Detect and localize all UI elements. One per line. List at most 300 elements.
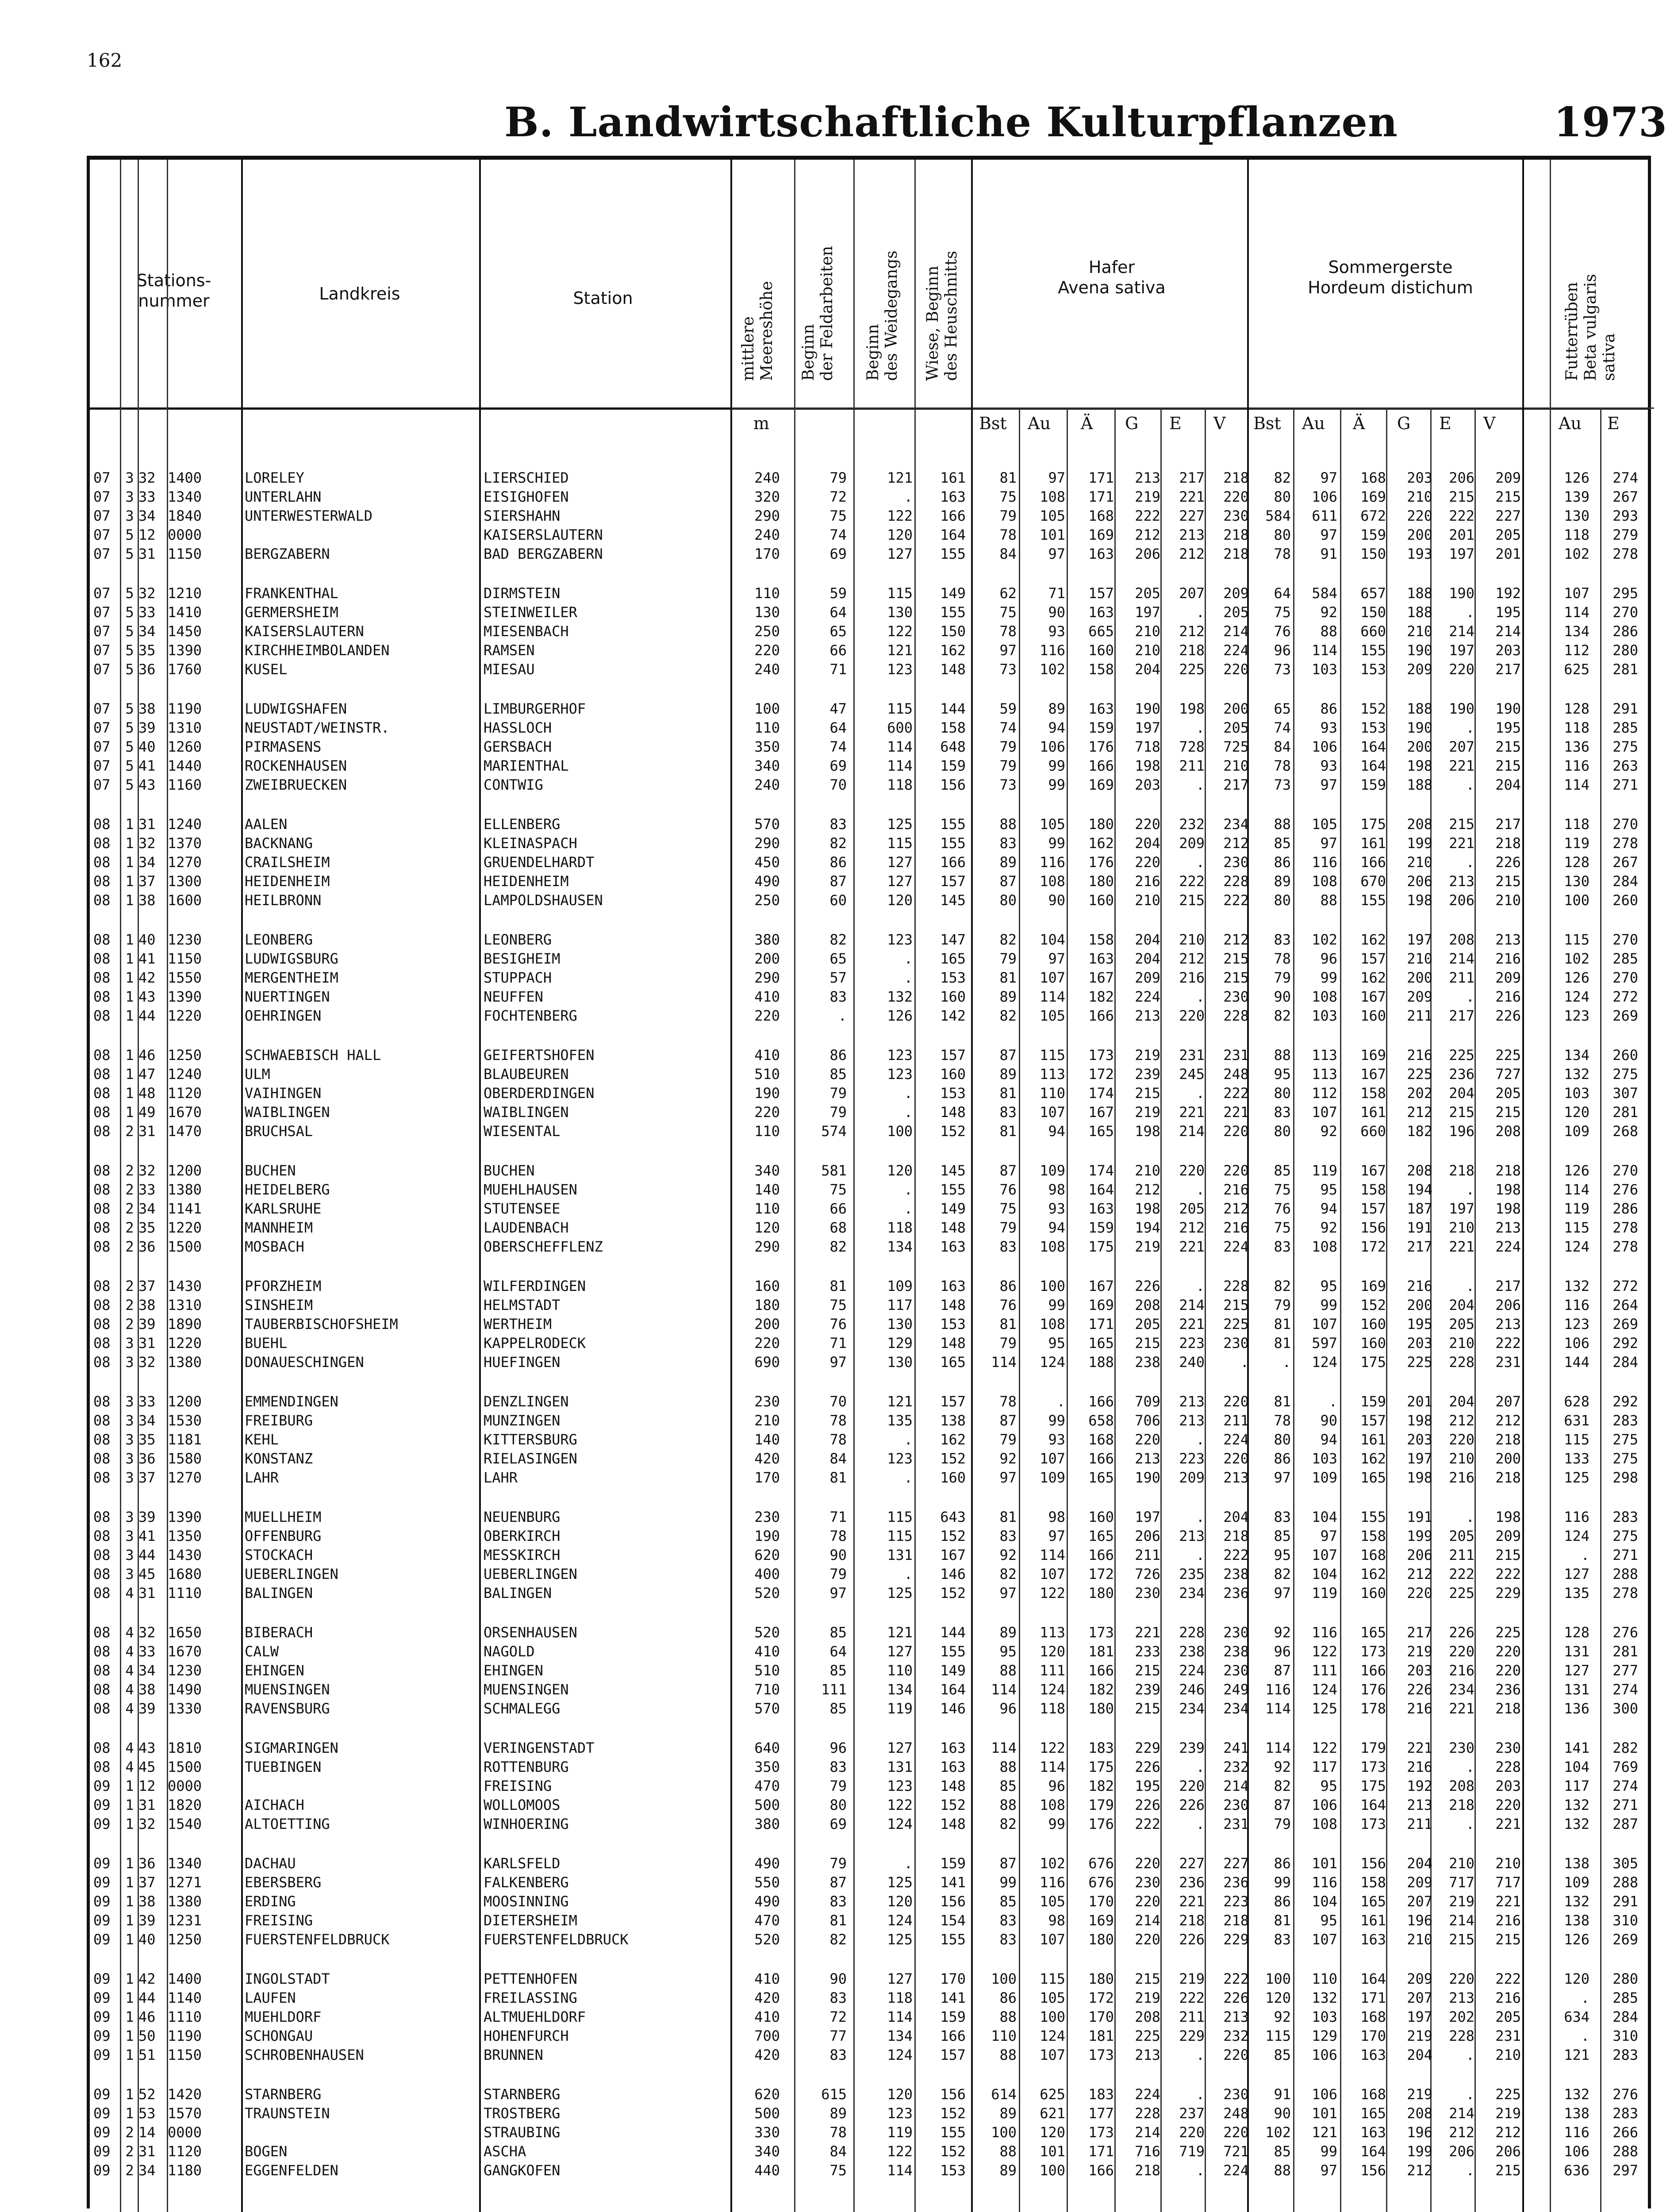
table-cell: 108	[1040, 873, 1065, 890]
table-cell: .	[1466, 719, 1474, 736]
table-cell: STOCKACH	[245, 1547, 313, 1563]
table-cell: .	[1196, 1759, 1205, 1775]
table-cell: 74	[999, 719, 1017, 736]
table-cell: 159	[1088, 1219, 1114, 1236]
table-cell: MUEHLDORF	[245, 2008, 322, 2025]
table-cell: UEBERLINGEN	[484, 1566, 577, 1582]
table-cell: 214	[1135, 2124, 1160, 2141]
table-cell: 114	[1312, 642, 1337, 659]
table-cell: 75	[829, 1297, 847, 1313]
table-cell: 33	[138, 1181, 156, 1198]
table-cell: 78	[829, 1412, 847, 1429]
table-cell: 275	[1613, 1528, 1638, 1544]
table-cell: 80	[1274, 526, 1291, 543]
table-cell: .	[1196, 988, 1205, 1005]
table-cell: 410	[754, 1970, 780, 1987]
table-cell: 210	[1495, 892, 1521, 909]
table-cell: 100	[991, 2124, 1017, 2141]
table-cell: 42	[138, 1970, 156, 1987]
table-cell: 88	[1274, 2162, 1291, 2179]
table-cell: 1230	[168, 1662, 202, 1679]
table-cell: .	[904, 1104, 913, 1121]
table-cell: 75	[1274, 604, 1291, 621]
table-cell: 197	[1407, 931, 1432, 948]
table-cell: 230	[1449, 1740, 1474, 1756]
table-cell: 1	[125, 1816, 134, 1832]
table-cell: 212	[1223, 1200, 1249, 1217]
table-cell: 2	[125, 2143, 134, 2160]
data-table	[87, 156, 1651, 2208]
table-cell: .	[838, 1007, 847, 1024]
table-cell: 1240	[168, 1066, 202, 1083]
table-cell: 450	[754, 854, 780, 871]
table-row	[90, 1047, 1648, 1065]
table-cell: 234	[1223, 816, 1249, 833]
table-cell: 5	[125, 700, 134, 717]
table-cell: 89	[1048, 700, 1065, 717]
table-cell: .	[1466, 1816, 1474, 1832]
table-cell: 193	[1407, 545, 1432, 562]
table-cell: 95	[1048, 1335, 1065, 1352]
table-cell: 250	[754, 892, 780, 909]
table-cell: INGOLSTADT	[245, 1970, 330, 1987]
table-row	[90, 1816, 1648, 1834]
table-cell: 204	[1449, 1297, 1474, 1313]
table-cell: 203	[1407, 1431, 1432, 1448]
table-cell: 287	[1613, 1816, 1638, 1832]
table-cell: 203	[1407, 469, 1432, 486]
table-cell: 206	[1407, 1547, 1432, 1563]
table-cell: 188	[1407, 604, 1432, 621]
table-cell: 124	[1040, 1681, 1065, 1698]
table-cell: 236	[1179, 1874, 1205, 1891]
table-row	[90, 1912, 1648, 1931]
table-cell: 215	[1179, 892, 1205, 909]
sub-header: Bst	[1253, 414, 1281, 433]
table-cell: 107	[1040, 2047, 1065, 2063]
table-cell: 122	[1312, 1740, 1337, 1756]
table-cell: 1141	[168, 1200, 202, 1217]
table-cell: 213	[1223, 2008, 1249, 2025]
table-cell: 281	[1613, 1643, 1638, 1660]
table-cell: 81	[1274, 1393, 1291, 1410]
table-cell: 209	[1495, 1528, 1521, 1544]
table-cell: 278	[1613, 1219, 1638, 1236]
table-cell: 0000	[168, 526, 202, 543]
table-cell: 163	[1088, 700, 1114, 717]
table-cell: LAHR	[484, 1469, 518, 1486]
table-row	[90, 1297, 1648, 1315]
table-cell: 220	[1135, 854, 1160, 871]
table-cell: 229	[1179, 2028, 1205, 2044]
table-cell: 225	[1495, 1624, 1521, 1641]
table-cell: 271	[1613, 1547, 1638, 1563]
table-cell: 08	[93, 1759, 111, 1775]
table-cell: 167	[940, 1547, 966, 1563]
table-cell: 09	[93, 2028, 111, 2044]
table-cell: 165	[1360, 1893, 1386, 1910]
table-cell: 1420	[168, 2086, 202, 2103]
table-cell: 105	[1040, 1989, 1065, 2006]
table-cell: 31	[138, 1797, 156, 1813]
table-cell: 213	[1495, 1219, 1521, 1236]
table-cell: 200	[754, 950, 780, 967]
table-row	[90, 892, 1648, 910]
table-cell: 156	[940, 776, 966, 793]
table-cell: .	[904, 1181, 913, 1198]
table-cell: 123	[887, 931, 913, 948]
table-cell: 96	[1320, 950, 1337, 967]
table-cell: MUNZINGEN	[484, 1412, 561, 1429]
table-cell: 158	[1360, 1085, 1386, 1102]
table-cell: 116	[1040, 854, 1065, 871]
table-cell: 88	[1274, 1047, 1291, 1064]
table-cell: 83	[829, 816, 847, 833]
table-cell: 130	[887, 1316, 913, 1333]
table-cell: 121	[887, 1624, 913, 1641]
table-cell: 111	[1040, 1662, 1065, 1679]
table-cell: 07	[93, 661, 111, 678]
table-cell: 115	[887, 700, 913, 717]
table-cell: 1270	[168, 1469, 202, 1486]
table-cell: 183	[1088, 2086, 1114, 2103]
table-cell: 138	[1564, 1855, 1590, 1872]
table-cell: 217	[1407, 1238, 1432, 1255]
table-cell: 106	[1312, 2047, 1337, 2063]
table-cell: FALKENBERG	[484, 1874, 569, 1891]
table-cell: 209	[1407, 988, 1432, 1005]
table-row	[90, 1681, 1648, 1700]
table-cell: 215	[1449, 1931, 1474, 1948]
table-cell: 35	[138, 1431, 156, 1448]
table-cell: 89	[1274, 873, 1291, 890]
table-cell: 208	[1495, 1123, 1521, 1140]
table-cell: 131	[1564, 1681, 1590, 1698]
table-cell: 08	[93, 931, 111, 948]
table-cell: 210	[1449, 1219, 1474, 1236]
table-cell: 198	[1495, 1181, 1521, 1198]
table-cell: EBERSBERG	[245, 1874, 322, 1891]
table-cell: 192	[1495, 585, 1521, 602]
table-cell: .	[1466, 776, 1474, 793]
table-cell: 160	[1360, 1316, 1386, 1333]
header-stationsnummer: Stations- nummer	[136, 271, 211, 311]
table-cell: 95	[999, 1643, 1017, 1660]
table-cell: 224	[1223, 642, 1249, 659]
table-cell: OFFENBURG	[245, 1528, 322, 1544]
table-cell: 44	[138, 1547, 156, 1563]
table-cell: 81	[999, 1316, 1017, 1333]
table-cell: 188	[1407, 776, 1432, 793]
table-cell: 83	[1274, 1509, 1291, 1525]
table-cell: 97	[999, 1469, 1017, 1486]
table-cell: 625	[1040, 2086, 1065, 2103]
table-cell: KLEINASPACH	[484, 835, 577, 852]
table-cell: 227	[1179, 507, 1205, 524]
table-cell: LUDWIGSHAFEN	[245, 700, 347, 717]
table-cell: 124	[887, 2047, 913, 2063]
table-cell: 410	[754, 1047, 780, 1064]
table-cell: 220	[1495, 1662, 1521, 1679]
table-cell: 380	[754, 1816, 780, 1832]
table-cell: 71	[829, 1509, 847, 1525]
table-cell: 93	[1048, 623, 1065, 640]
table-row	[90, 1759, 1648, 1777]
table-cell: 122	[887, 1797, 913, 1813]
table-cell: 85	[1274, 1528, 1291, 1544]
table-cell: 100	[1040, 1278, 1065, 1294]
table-cell: 97	[1048, 950, 1065, 967]
table-cell: 719	[1179, 2143, 1205, 2160]
table-cell: 99	[1048, 835, 1065, 852]
table-cell: 119	[887, 2124, 913, 2141]
table-cell: 179	[1088, 1797, 1114, 1813]
table-cell: 112	[1312, 1085, 1337, 1102]
table-cell: 43	[138, 1740, 156, 1756]
table-cell: 200	[754, 1316, 780, 1333]
table-cell: 08	[93, 1123, 111, 1140]
table-cell: 1670	[168, 1104, 202, 1121]
table-cell: 1110	[168, 2008, 202, 2025]
table-cell: 34	[138, 623, 156, 640]
table-cell: 292	[1613, 1393, 1638, 1410]
table-cell: 148	[940, 661, 966, 678]
table-cell: 08	[93, 1047, 111, 1064]
table-cell: AALEN	[245, 816, 288, 833]
table-cell: 46	[138, 1047, 156, 1064]
header-gerste: Sommergerste Hordeum distichum	[1308, 257, 1473, 297]
table-cell: 97	[829, 1585, 847, 1601]
table-cell: 291	[1613, 1893, 1638, 1910]
table-cell: 172	[1360, 1238, 1386, 1255]
table-cell: 118	[1564, 719, 1590, 736]
table-cell: 120	[1564, 1104, 1590, 1121]
table-cell: 221	[1449, 757, 1474, 774]
table-cell: 236	[1449, 1066, 1474, 1083]
table-cell: 216	[1223, 1181, 1249, 1198]
table-cell: 200	[1407, 1297, 1432, 1313]
table-cell: 08	[93, 1297, 111, 1313]
table-row	[90, 1200, 1648, 1219]
table-cell: MARIENTHAL	[484, 757, 569, 774]
table-cell: 284	[1613, 2008, 1638, 2025]
table-cell: 85	[1274, 1162, 1291, 1179]
table-cell: 205	[1223, 604, 1249, 621]
table-cell: HOHENFURCH	[484, 2028, 569, 2044]
table-cell: 470	[754, 1778, 780, 1794]
table-cell: 0000	[168, 2124, 202, 2141]
table-cell: 163	[1360, 2047, 1386, 2063]
table-cell: 1250	[168, 1047, 202, 1064]
table-cell: 169	[1088, 776, 1114, 793]
table-cell: 84	[829, 2143, 847, 2160]
table-cell: 216	[1495, 1912, 1521, 1929]
table-cell: 32	[138, 1354, 156, 1371]
table-cell: 163	[1360, 2124, 1386, 2141]
table-cell: 83	[999, 1238, 1017, 1255]
table-cell: 214	[1495, 623, 1521, 640]
table-cell: MESSKIRCH	[484, 1547, 561, 1563]
table-cell: 204	[1223, 1509, 1249, 1525]
table-cell: 716	[1135, 2143, 1160, 2160]
table-row	[90, 507, 1648, 526]
table-cell: 182	[1088, 1681, 1114, 1698]
table-cell: 212	[1179, 623, 1205, 640]
table-cell: 305	[1613, 1855, 1638, 1872]
table-cell: 226	[1135, 1797, 1160, 1813]
table-cell: 190	[1407, 642, 1432, 659]
table-cell: 210	[1179, 931, 1205, 948]
table-cell: 114	[1040, 988, 1065, 1005]
table-cell: 127	[1564, 1662, 1590, 1679]
table-cell: 78	[1274, 757, 1291, 774]
table-cell: 225	[1407, 1066, 1432, 1083]
table-cell: 166	[1360, 854, 1386, 871]
table-cell: 113	[1040, 1066, 1065, 1083]
table-cell: 08	[93, 1238, 111, 1255]
table-cell: 209	[1495, 969, 1521, 986]
table-cell: 280	[1613, 1970, 1638, 1987]
table-cell: 611	[1312, 507, 1337, 524]
table-cell: 167	[1360, 988, 1386, 1005]
table-row	[90, 1740, 1648, 1758]
table-cell: 264	[1613, 1297, 1638, 1313]
table-cell: 114	[1564, 604, 1590, 621]
table-cell: 40	[138, 1931, 156, 1948]
table-cell: 119	[1564, 1200, 1590, 1217]
table-cell: 132	[1564, 1066, 1590, 1083]
table-cell: 102	[1564, 545, 1590, 562]
table-cell: 132	[1564, 1797, 1590, 1813]
table-cell: 163	[1360, 1931, 1386, 1948]
table-cell: 34	[138, 507, 156, 524]
table-cell: 132	[887, 988, 913, 1005]
table-cell: 107	[1312, 1316, 1337, 1333]
table-cell: 116	[1040, 1874, 1065, 1891]
table-cell: OBERSCHEFFLENZ	[484, 1238, 603, 1255]
table-cell: 238	[1223, 1643, 1249, 1660]
table-cell: 37	[138, 1278, 156, 1294]
table-row	[90, 1219, 1648, 1238]
table-cell: 163	[1088, 1200, 1114, 1217]
table-cell: 510	[754, 1662, 780, 1679]
table-cell: 213	[1179, 1393, 1205, 1410]
table-cell: LEONBERG	[245, 931, 313, 948]
table-cell: 266	[1613, 2124, 1638, 2141]
table-cell: 163	[940, 1278, 966, 1294]
table-cell: 08	[93, 1162, 111, 1179]
table-cell: 87	[999, 1412, 1017, 1429]
table-cell: 69	[829, 757, 847, 774]
table-cell: 284	[1613, 1354, 1638, 1371]
table-cell: 660	[1360, 623, 1386, 640]
table-cell: 207	[1449, 738, 1474, 755]
table-cell: 97	[1048, 545, 1065, 562]
table-cell: 121	[887, 1393, 913, 1410]
table-cell: 81	[829, 1278, 847, 1294]
table-cell: 119	[1312, 1162, 1337, 1179]
table-cell: TRAUNSTEIN	[245, 2105, 330, 2122]
table-cell: 238	[1223, 1566, 1249, 1582]
table-cell: 220	[754, 1007, 780, 1024]
table-cell: 1380	[168, 1354, 202, 1371]
table-cell: 672	[1360, 507, 1386, 524]
table-cell: 218	[1223, 526, 1249, 543]
table-cell: 07	[93, 623, 111, 640]
table-cell: 614	[991, 2086, 1017, 2103]
table-cell: 276	[1613, 1624, 1638, 1641]
table-row	[90, 1278, 1648, 1296]
table-cell: 350	[754, 738, 780, 755]
table-cell: .	[1196, 1547, 1205, 1563]
table-cell: 164	[1360, 757, 1386, 774]
table-cell: 102	[1040, 1855, 1065, 1872]
table-cell: 78	[1274, 545, 1291, 562]
table-cell: 175	[1088, 1238, 1114, 1255]
table-cell: 166	[940, 507, 966, 524]
table-cell: 57	[829, 969, 847, 986]
table-cell: 1120	[168, 1085, 202, 1102]
table-cell: 180	[1088, 1931, 1114, 1948]
table-cell: 101	[1040, 2143, 1065, 2160]
table-cell: 153	[940, 2162, 966, 2179]
table-cell: 121	[887, 642, 913, 659]
table-cell: 218	[1495, 1162, 1521, 1179]
table-cell: 222	[1495, 1335, 1521, 1352]
table-cell: 221	[1179, 1316, 1205, 1333]
table-cell: 112	[1564, 642, 1590, 659]
table-cell: 1231	[168, 1912, 202, 1929]
table-cell: 70	[829, 776, 847, 793]
table-cell: 2	[125, 2124, 134, 2141]
table-cell: 152	[940, 2143, 966, 2160]
table-cell: 159	[1088, 719, 1114, 736]
table-cell: 197	[1135, 1509, 1160, 1525]
table-cell: 177	[1088, 2105, 1114, 2122]
table-row	[90, 2124, 1648, 2143]
table-cell: 38	[138, 1681, 156, 1698]
table-cell: 1670	[168, 1643, 202, 1660]
table-cell: 163	[1088, 604, 1114, 621]
table-cell: 220	[1223, 1123, 1249, 1140]
table-cell: 220	[1495, 1643, 1521, 1660]
table-cell: 83	[999, 835, 1017, 852]
table-cell: 156	[940, 1893, 966, 1910]
table-cell: 1250	[168, 1931, 202, 1948]
table-cell: 219	[1135, 1989, 1160, 2006]
table-cell: 584	[1312, 585, 1337, 602]
table-cell: WILFERDINGEN	[484, 1278, 586, 1294]
table-cell: 5	[125, 757, 134, 774]
table-cell: 1140	[168, 1989, 202, 2006]
table-cell: 09	[93, 2143, 111, 2160]
table-cell: 215	[1495, 738, 1521, 755]
table-cell: 211	[1449, 969, 1474, 986]
table-cell: 73	[1274, 661, 1291, 678]
table-cell: 180	[754, 1297, 780, 1313]
table-cell: MANNHEIM	[245, 1219, 313, 1236]
table-cell: 76	[1274, 1200, 1291, 1217]
table-cell: .	[1581, 2028, 1590, 2044]
table-cell: 340	[754, 757, 780, 774]
table-cell: 400	[754, 1566, 780, 1582]
table-cell: 09	[93, 2162, 111, 2179]
table-cell: 1570	[168, 2105, 202, 2122]
table-cell: 157	[940, 2047, 966, 2063]
table-cell: 2	[125, 1181, 134, 1198]
table-cell: 102	[1312, 931, 1337, 948]
table-cell: 212	[1135, 1181, 1160, 1198]
